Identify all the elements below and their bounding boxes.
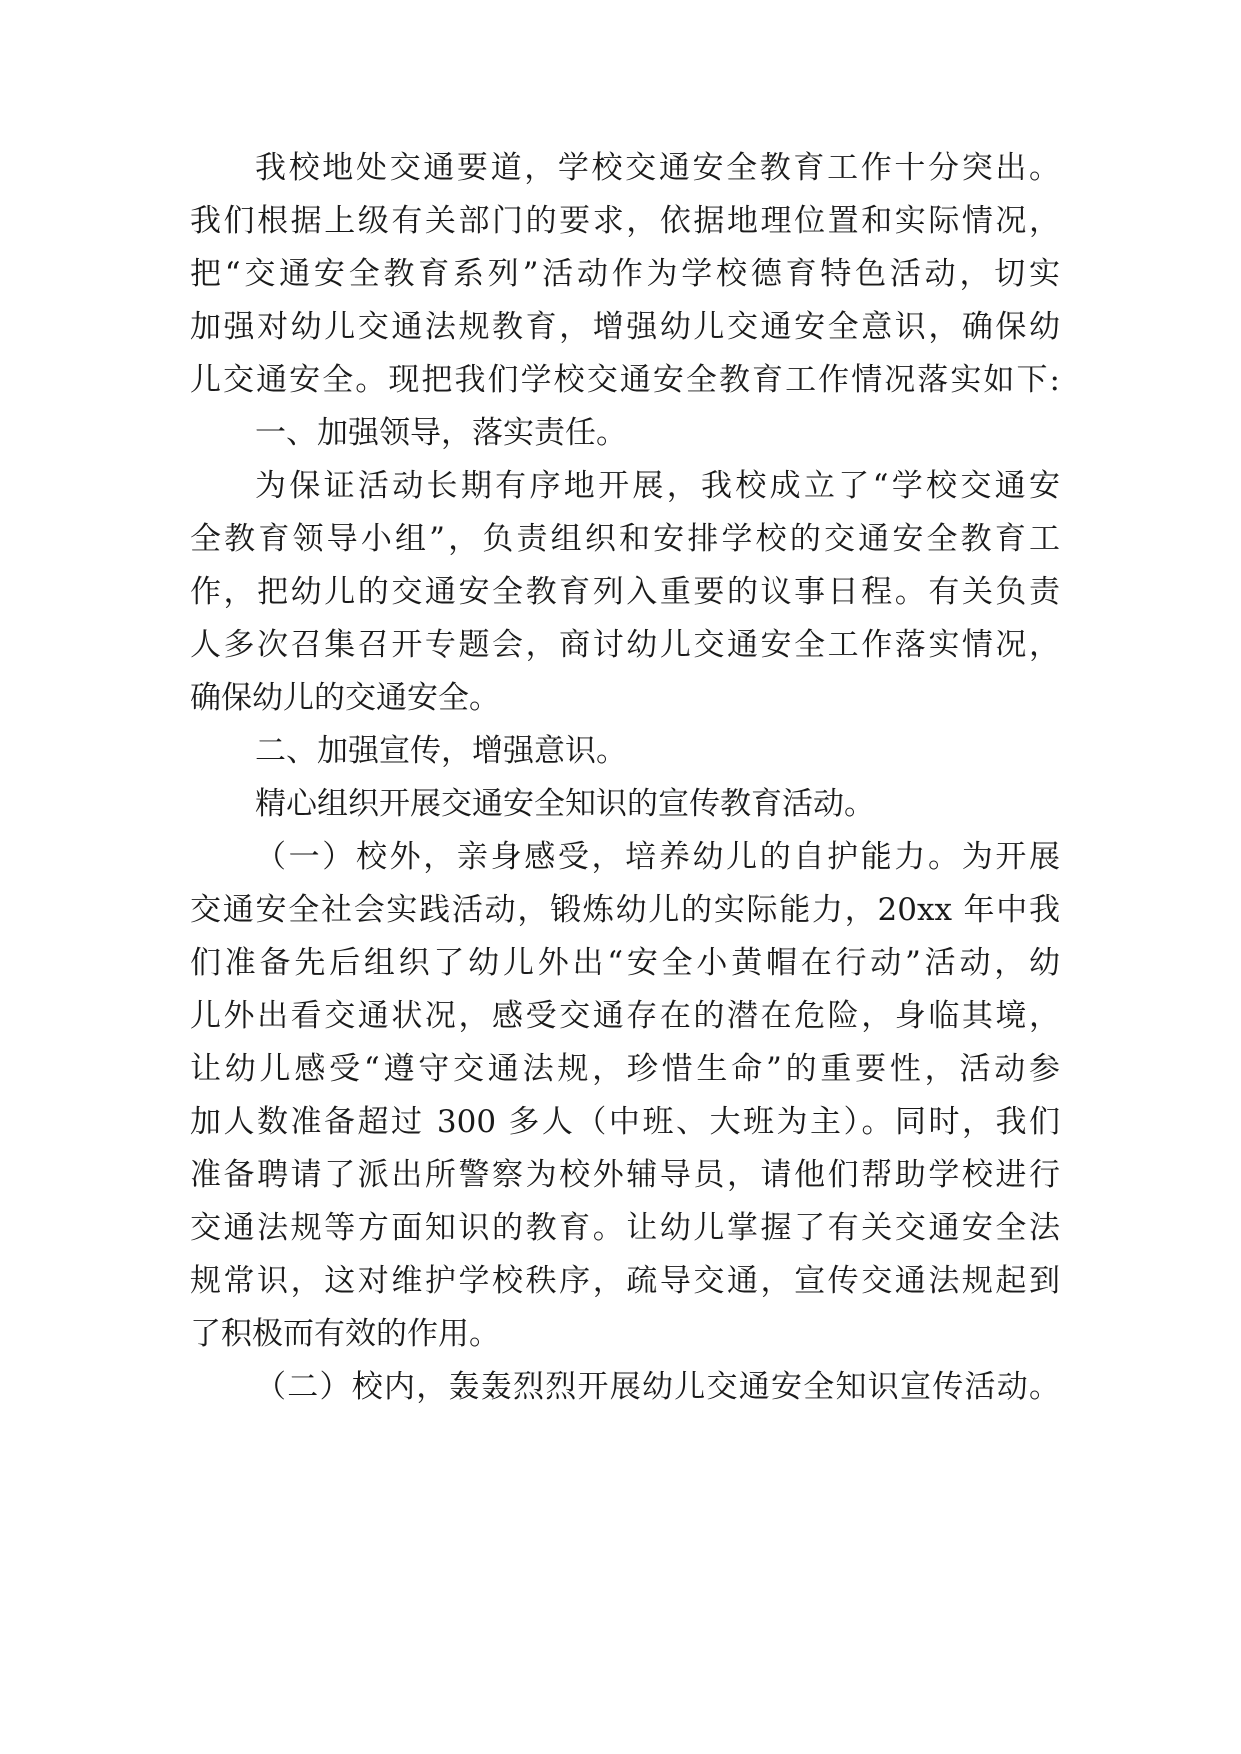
- text-line: 把“交通安全教育系列”活动作为学校德育特色活动，切实: [190, 256, 1060, 292]
- text-line: 准备聘请了派出所警察为校外辅导员，请他们帮助学校进行: [190, 1157, 1060, 1193]
- text-line: 让幼儿感受“遵守交通法规，珍惜生命”的重要性，活动参: [190, 1051, 1060, 1087]
- text-line: 加人数准备超过 300 多人（中班、大班为主）。同时，我们: [190, 1104, 1060, 1140]
- text-line: 规常识，这对维护学校秩序，疏导交通，宣传交通法规起到: [190, 1263, 1060, 1299]
- text-line: 全教育领导小组”，负责组织和安排学校的交通安全教育工: [190, 521, 1060, 557]
- text-line: （一）校外，亲身感受，培养幼儿的自护能力。为开展: [255, 839, 1060, 875]
- text-line: 儿外出看交通状况，感受交通存在的潜在危险，身临其境，: [190, 998, 1060, 1034]
- text-line: 人多次召集召开专题会，商讨幼儿交通安全工作落实情况，: [190, 627, 1060, 663]
- text-line: （二）校内，轰轰烈烈开展幼儿交通安全知识宣传活动。: [255, 1369, 1060, 1405]
- text-line: 了积极而有效的作用。: [190, 1316, 500, 1352]
- section-heading: 二、加强宣传，增强意识。: [255, 733, 627, 769]
- text-line: 交通安全社会实践活动，锻炼幼儿的实际能力，20xx 年中我: [190, 892, 1060, 928]
- text-line: 交通法规等方面知识的教育。让幼儿掌握了有关交通安全法: [190, 1210, 1060, 1246]
- section-heading: 一、加强领导，落实责任。: [255, 415, 627, 451]
- text-line: 我们根据上级有关部门的要求，依据地理位置和实际情况，: [190, 203, 1060, 239]
- text-line: 确保幼儿的交通安全。: [190, 680, 500, 716]
- text-line: 儿交通安全。现把我们学校交通安全教育工作情况落实如下:: [190, 362, 1060, 398]
- text-line: 们准备先后组织了幼儿外出“安全小黄帽在行动”活动，幼: [190, 945, 1060, 981]
- text-line: 作，把幼儿的交通安全教育列入重要的议事日程。有关负责: [190, 574, 1060, 610]
- text-line: 加强对幼儿交通法规教育，增强幼儿交通安全意识，确保幼: [190, 309, 1060, 345]
- text-line: 我校地处交通要道，学校交通安全教育工作十分突出。: [255, 150, 1060, 186]
- text-line: 为保证活动长期有序地开展，我校成立了“学校交通安: [255, 468, 1060, 504]
- text-line: 精心组织开展交通安全知识的宣传教育活动。: [255, 786, 875, 822]
